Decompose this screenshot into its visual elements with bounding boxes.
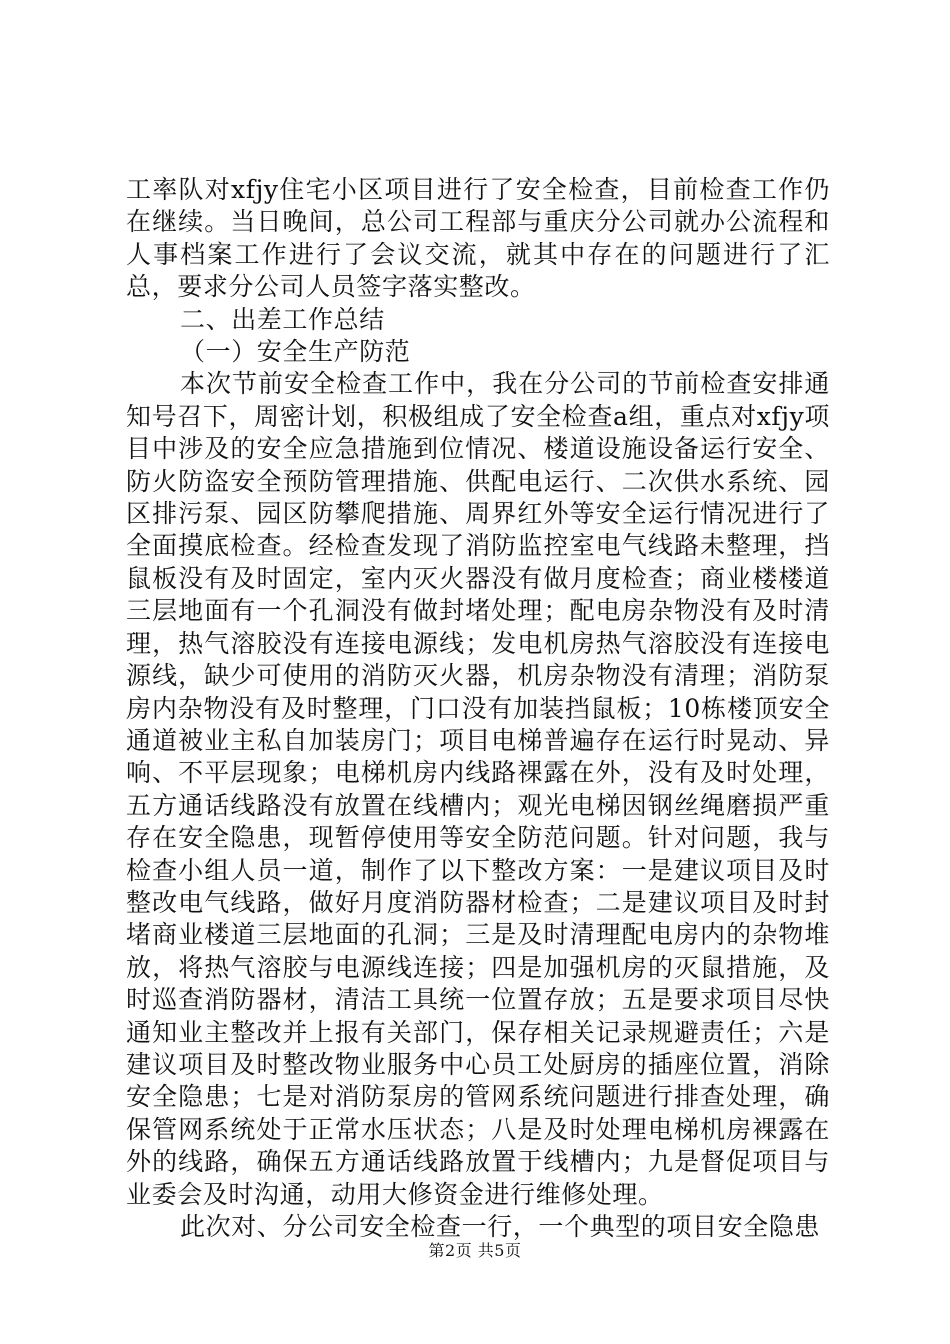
section-heading: 二、出差工作总结 — [180, 304, 385, 334]
page-number: 第2页 共5页 — [428, 1241, 522, 1260]
paragraph-continuation: 工率队对xfjy住宅小区项目进行了安全检查，目前检查工作仍在继续。当日晚间，总公司工程部与重庆分公司就办公流程和人事档案工作进行了会议交流，就其中存在的问题进行了汇总，要求分公司人员签字落实整改。 — [126, 175, 830, 302]
subsection-heading: （一）安全生产防范 — [180, 337, 411, 367]
document-body — [126, 174, 830, 1243]
paragraph-closing: 此次对、分公司安全检查一行，一个典型的项目安全隐患 — [180, 1212, 821, 1241]
paragraph-inspection-summary: 本次节前安全检查工作中，我在分公司的节前检查安排通知号召下，周密计划，积极组成了安全检查a组，重点对xfjy项目中涉及的安全应急措施到位情况、楼道设施设备运行安全、防火防盗安全预防管理措施、供配电运行、二次供水系统、园区排污泵、园区防攀爬措施、周界红外等安全运行情况进行了全面摸底检查。经检查发现了消防监控室电气线路未整理，挡鼠板没有及时固定，室内灭火器没有做月度检查；商业楼楼道三层地面有一个孔洞没有做封堵处理；配电房杂物没有及时清理，热气溶胶没有连接电源线；发电机房热气溶胶没有连接电源线，缺少可使用的消防灭火器，机房杂物没有清理；消防泵房内杂物没有及时整理，门口没有加装挡鼠板；10栋楼顶安全通道被业主私自加装房门；项目电梯普遍存在运行时晃动、异响、不平层现象；电梯机房内线路裸露在外，没有及时处理，五方通话线路没有放置在线槽内；观光电梯因钢丝绳磨损严重存在安全隐患，现暂停使用等安全防范问题。针对问题，我与检查小组人员一道，制作了以下整改方案：一是建议项目及时整改电气线路，做好月度消防器材检查；二是建议项目及时封堵商业楼道三层地面的孔洞；三是及时清理配电房内的杂物堆放，将热气溶胶与电源线连接；四是加强机房的灭鼠措施，及时巡查消防器材，清洁工具统一位置存放；五是要求项目尽快通知业主整改并上报有关部门，保存相关记录规避责任；六是建议项目及时整改物业服务中心员工处厨房的插座位置，消除安全隐患；七是对消防泵房的管网系统问题进行排查处理，确保管网系统处于正常水压状态；八是及时处理电梯机房裸露在外的线路，确保五方通话线路放置于线槽内；九是督促项目与业委会及时沟通，动用大修资金进行维修处理。 — [126, 369, 830, 1209]
